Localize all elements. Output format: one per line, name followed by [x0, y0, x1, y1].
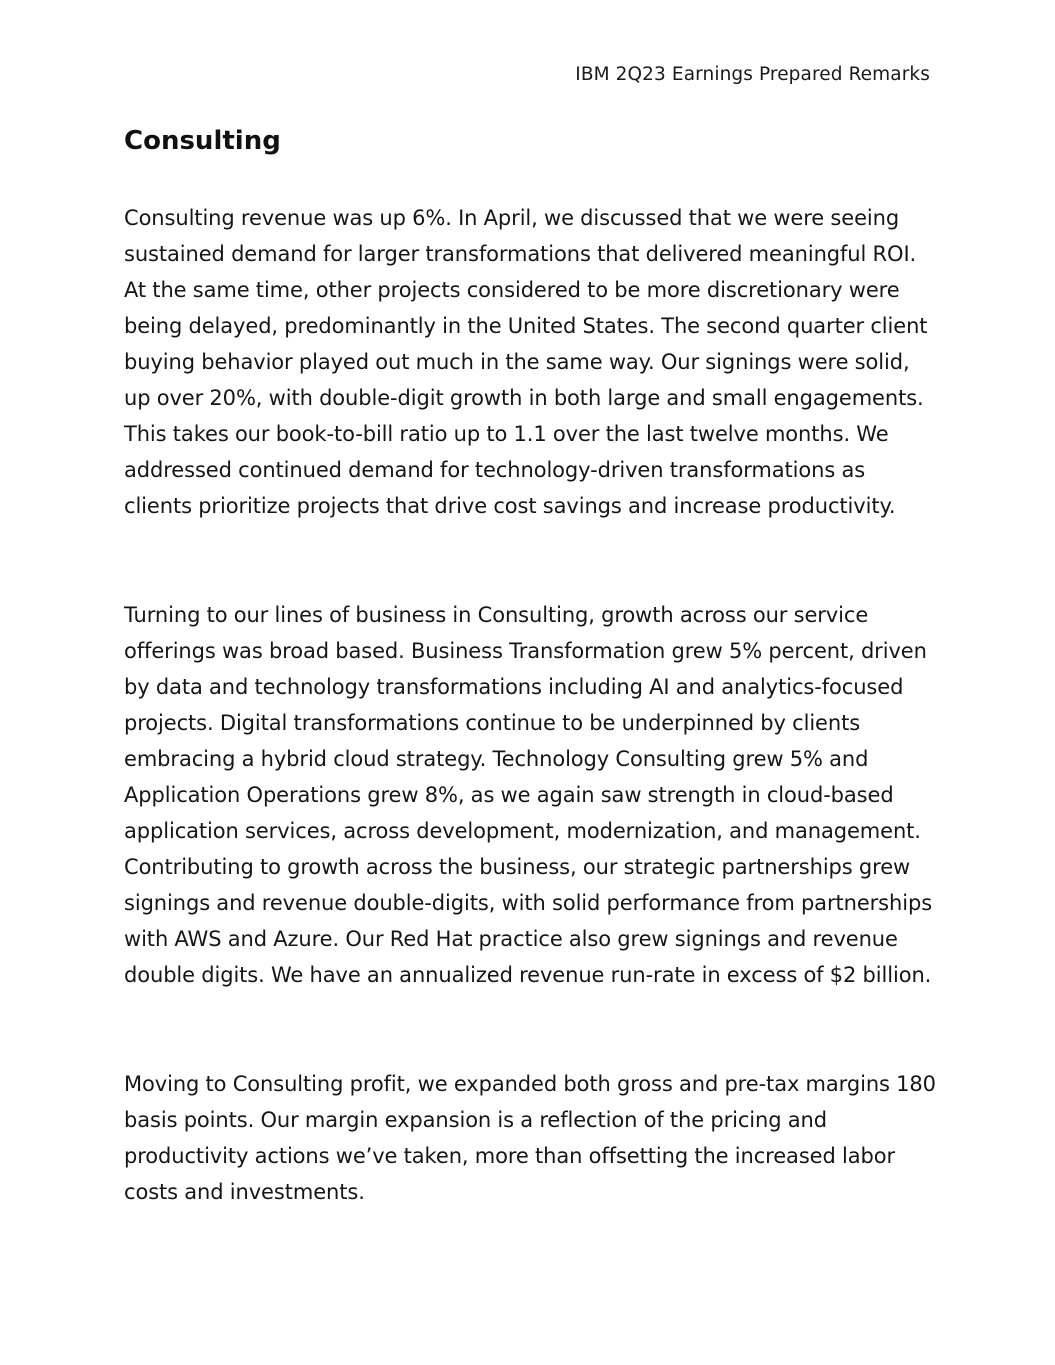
paragraph-lines-of-business: Turning to our lines of business in Consulting, growth across our service offerings was broad based. Business Transformation grew 5% percent, driven by data and technology transformations including AI and analytics-focused projects. Digital transformations continue to be underpinned by clients embracing a hybrid cloud strategy. Technology Consulting grew 5% and Application Operations grew 8%, as we again saw strength in cloud-based application services, across development, modernization, and management. Contributing to growth across the business, our strategic partnerships grew signings and revenue double-digits, with solid performance from partnerships with AWS and Azure. Our Red Hat practice also grew signings and revenue double digits. We have an annualized revenue run-rate in excess of $2 billion. — [124, 603, 933, 987]
running-header: IBM 2Q23 Earnings Prepared Remarks — [575, 64, 930, 85]
paragraph-revenue: Consulting revenue was up 6%. In April, we discussed that we were seeing sustained demand for larger transformations that delivered meaningful ROI. At the same time, other projects considered to be more discretionary were being delayed, predominantly in the United States. The second quarter client buying behavior played out much in the same way. Our signings were solid, up over 20%, with double-digit growth in both large and small engagements. This takes our book-to-bill ratio up to 1.1 over the last twelve months. We addressed continued demand for technology-driven transformations as clients prioritize projects that drive cost savings and increase productivity. — [124, 206, 928, 518]
paragraph-profit: Moving to Consulting profit, we expanded both gross and pre-tax margins 180 basis points. Our margin expansion is a reflection of the pricing and productivity actions we’ve taken, more than offsetting the increased labor costs and investments. — [124, 1072, 936, 1204]
section-title: Consulting — [124, 126, 281, 156]
